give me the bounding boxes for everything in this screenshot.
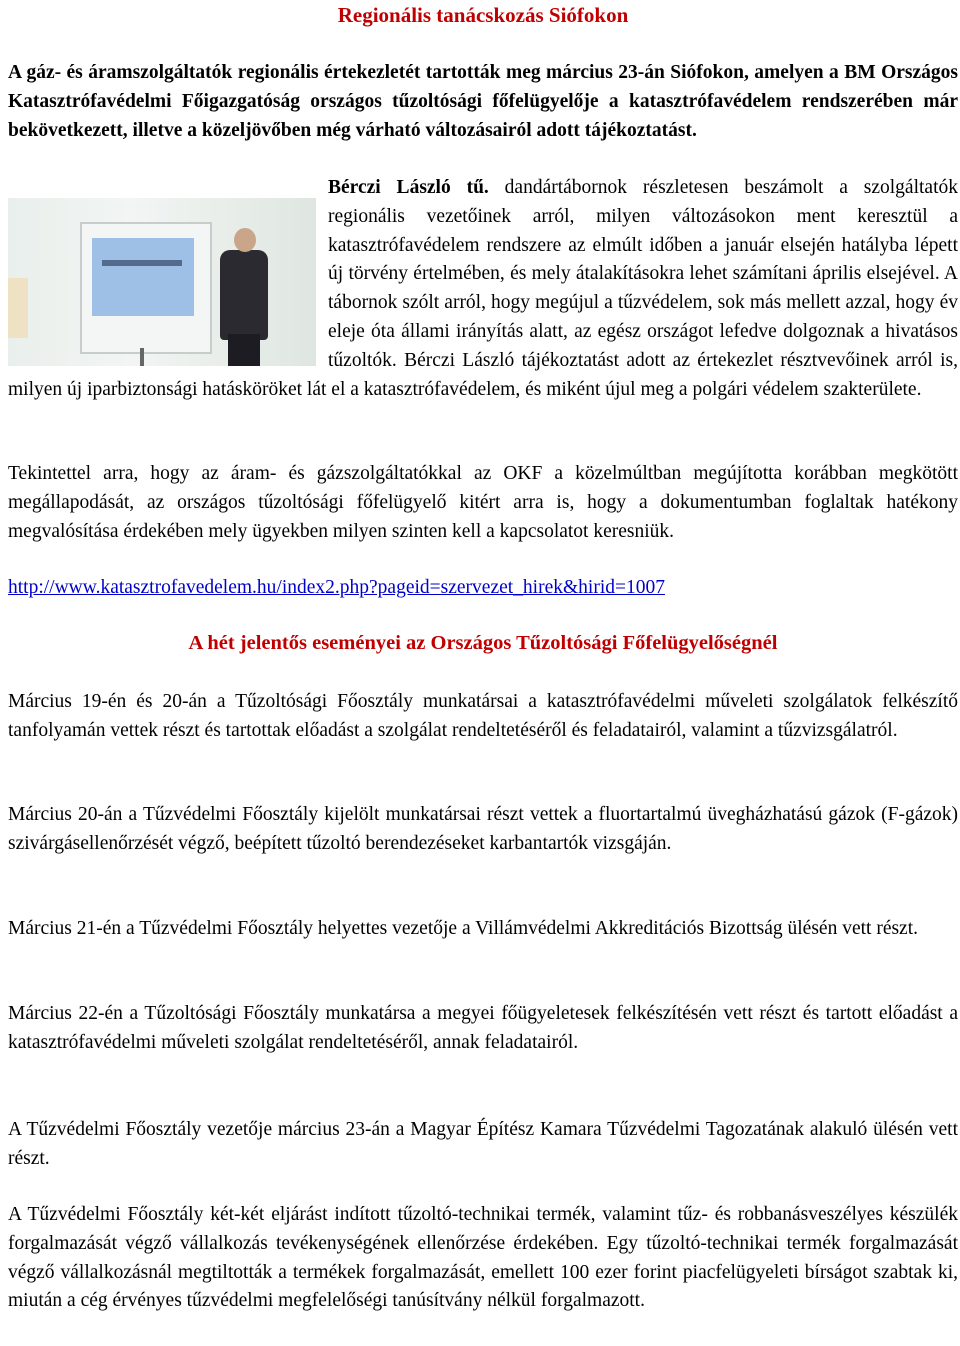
article-lead: A gáz- és áramszolgáltatók regionális értekezletét tartották meg március 23-án Siófokon, amelyen a BM Országos Katasztrófavédelmi Főigazgatóság országos tűzoltósági főfelügyelője a katasztrófavédelem rendszerében már bekövetkezett, illetve a közeljövőben még várható változásairól adott tájékoztatást. <box>8 62 958 141</box>
event-item: Március 21-én a Tűzvédelmi Főosztály helyettes vezetője a Villámvédelmi Akkreditációs Bizottság ülésén vett részt. <box>8 918 919 939</box>
source-link[interactable]: http://www.katasztrofavedelem.hu/index2.php?pageid=szervezet_hirek&hirid=1007 <box>8 577 665 598</box>
event-item: A Tűzvédelmi Főosztály vezetője március 23-án a Magyar Építész Kamara Tűzvédelmi Tagozatának alakuló ülésén vett részt. <box>8 1119 958 1169</box>
event-item: Március 19-én és 20-án a Tűzoltósági Főosztály munkatársai a katasztrófavédelmi műveleti szolgálatok felkészítő tanfolyamán vettek részt és tartottak előadást a szolgálat rendeltetéséről és feladatairól, valamint a tűzvizsgálatról. <box>8 691 958 741</box>
event-item: A Tűzvédelmi Főosztály két-két eljárást indított tűzoltó-technikai termék, valamint tűz- és robbanásveszélyes készülék forgalmazását végző vállalkozás tevékenységének ellenőrzése érdekében. Egy tűzoltó-technikai termék forgalmazását végző vállalkozásnál megtiltották a termékek forgalmazását, emellett 100 ezer forint piacfelügyeleti bírságot szabtak ki, miután a cég érvényes tűzvédelmi megfelelőségi tanúsítvány nélkül forgalmazott. <box>8 1204 958 1312</box>
weekly-events-title: A hét jelentős eseményei az Országos Tűzoltósági Főfelügyelőségnél <box>188 632 778 654</box>
event-item: Március 20-án a Tűzvédelmi Főosztály kijelölt munkatársai részt vettek a fluortartalmú üvegházhatású gázok (F-gázok) szivárgásellenőrzését végző, beépített tűzoltó berendezéseket karbantartók vizsgáján. <box>8 804 958 854</box>
event-item: Március 22-én a Tűzoltósági Főosztály munkatársa a megyei főügyeletesek felkészítésén vett részt és tartott előadást a katasztrófavédelmi műveleti szolgálat rendeltetéséről, annak feladatairól. <box>8 1003 958 1053</box>
article-body <box>8 174 958 404</box>
byline-name: Bérczi László tű. <box>328 177 489 198</box>
article-title: Regionális tanácskozás Siófokon <box>337 3 629 27</box>
projected-slide <box>92 238 194 316</box>
article-photo <box>8 198 316 366</box>
body-paragraph-3: Tekintettel arra, hogy az áram- és gázszolgáltatókkal az OKF a közelmúltban megújította korábban megkötött megállapodását, az országos tűzoltósági főfelügyelő kitért arra is, hogy a dokumentumban foglaltak hatékony megvalósítása érdekében mely ügyekben milyen szinten kell a kapcsolatot keresniük. <box>8 463 958 542</box>
speaker-figure <box>220 250 268 340</box>
body-paragraph-2: Bérczi László tájékoztatást adott az értekezlet résztvevőinek arról is, milyen új iparbiztonsági hatásköröket lát el a katasztrófavédelem, és miként újul meg a polgári védelem szakterülete. <box>8 349 958 400</box>
body-paragraph-1: dandártábornok részletesen beszámolt a szolgáltatók regionális vezetőinek arról, milyen változásokon ment keresztül a katasztrófavédelem rendszere az elmúlt időben a január elsején hatályba lépett új törvény értelmében, és mely átalakításokra lehet számítani április elsejével. A tábornok szólt arról, hogy megújul a tűzvédelem, sok más mellett azzal, hogy év eleje óta állami irányítás alatt, az egész országot lefedve dolgoznak a hivatásos tűzoltók. <box>328 177 958 371</box>
